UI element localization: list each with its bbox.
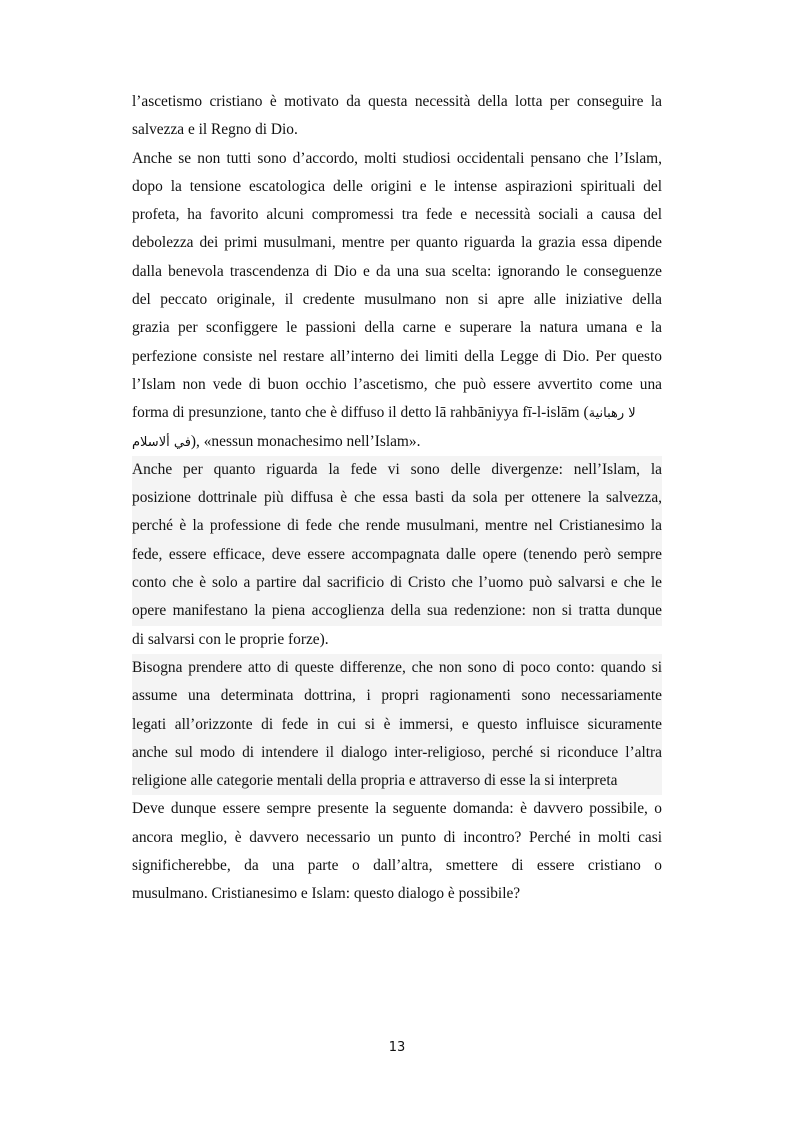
text-line: fede, essere efficace, deve essere accompagnata dalle opere (tenendo però sempre — [132, 541, 662, 569]
text-line: opere manifestano la piena accoglienza della sua redenzione: non si tratta dunque — [132, 597, 662, 625]
text-line: dopo la tensione escatologica delle origini e le intense aspirazioni spirituali del — [132, 177, 662, 195]
page-number: 13 — [388, 1040, 406, 1055]
text-line: ancora meglio, è davvero necessario un punto di incontro? Perché in molti casi — [132, 828, 662, 846]
text-segment: forma di presunzione, tanto che è diffuso il detto lā rahbāniyya fī-l-islām ( — [132, 404, 589, 422]
text-line: debolezza dei primi musulmani, mentre per quanto riguarda la grazia essa dipende — [132, 234, 662, 252]
text-line-with-arabic — [132, 399, 662, 427]
text-line: del peccato originale, il credente musulmano non si apre alle iniziative della — [132, 291, 662, 309]
text-line: legati all’orizzonte di fede in cui si è immersi, e questo influisce sicuramente — [132, 711, 662, 739]
text-line: Bisogna prendere atto di queste differenze, che non sono di poco conto: quando si — [132, 654, 662, 682]
text-line: perché è la professione di fede che rende musulmani, mentre nel Cristianesimo la — [132, 512, 662, 540]
text-line: Anche per quanto riguarda la fede vi sono delle divergenze: nell’Islam, la — [132, 456, 662, 484]
text-line: profeta, ha favorito alcuni compromessi tra fede e necessità sociali a causa del — [132, 206, 662, 224]
text-line: Anche se non tutti sono d’accordo, molti studiosi occidentali pensano che l’Islam, — [132, 149, 662, 167]
text-line: anche sul modo di intendere il dialogo inter-religioso, perché si riconduce l’altra — [132, 739, 662, 767]
text-line: l’Islam non vede di buon occhio l’ascetismo, che può essere avvertito come una — [132, 375, 662, 393]
text-line-with-arabic — [132, 428, 662, 456]
text-line: di salvarsi con le proprie forze). — [132, 630, 329, 648]
text-segment: ), «nessun monachesimo nell’Islam». — [190, 432, 421, 450]
text-line: musulmano. Cristianesimo e Islam: questo dialogo è possibile? — [132, 885, 521, 903]
text-line: assume una determinata dottrina, i propri ragionamenti sono necessariamente — [132, 682, 662, 710]
text-line: dalla benevola trascendenza di Dio e da una sua scelta: ignorando le conseguenze — [132, 262, 662, 280]
text-line: posizione dottrinale più diffusa è che essa basti da sola per ottenere la salvezza, — [132, 484, 662, 512]
text-line: l’ascetismo cristiano è motivato da questa necessità della lotta per conseguire la — [132, 93, 662, 110]
text-line: perfezione consiste nel restare all’interno dei limiti della Legge di Dio. Per questo — [132, 347, 662, 365]
text-line: grazia per sconfiggere le passioni della carne e superare la natura umana e la — [132, 319, 662, 337]
text-line: conto che è solo a partire dal sacrificio di Cristo che l’uomo può salvarsi e che le — [132, 569, 662, 597]
arabic-phrase: لا رهبانية — [588, 406, 636, 422]
text-line: Deve dunque essere sempre presente la seguente domanda: è davvero possibile, o — [132, 800, 662, 818]
page-body — [132, 88, 662, 909]
text-line: significherebbe, da una parte o dall’altra, smettere di essere cristiano o — [132, 857, 662, 875]
arabic-phrase: في ألاسلام — [132, 434, 191, 450]
text-line: salvezza e il Regno di Dio. — [132, 121, 298, 139]
text-line: religione alle categorie mentali della propria e attraverso di esse la si interpreta — [132, 767, 662, 795]
